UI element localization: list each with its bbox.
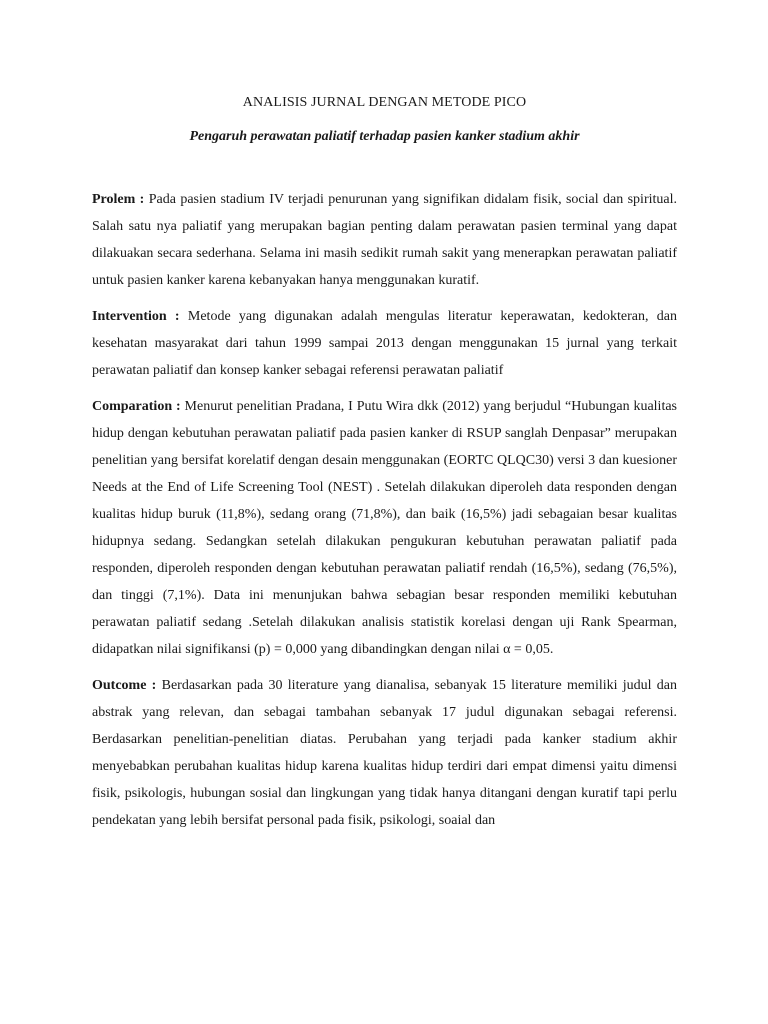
section-label-intervention: Intervention :: [92, 309, 180, 324]
section-text-comparation: Menurut penelitian Pradana, I Putu Wira dkk (2012) yang berjudul “Hubungan kualitas hidup dengan kebutuhan perawatan paliatif pada pasien kanker di RSUP sanglah Denpasar” merupakan penelitian yang bersifat korelatif dengan desain menggunakan (EORTC QLQC30) versi 3 dan kuesioner Needs at the End of Life Screening Tool (NEST) . Setelah dilakukan diperoleh data responden dengan kualitas hidup buruk (11,8%), sedang orang (71,8%), dan baik (16,5%) jadi sebagaian besar kualitas hidupnya sedang. Sedangkan setelah dilakukan pengukuran kebutuhan perawatan paliatif pada responden, diperoleh responden dengan kebutuhan perawatan paliatif rendah (16,5%), sedang (76,5%), dan tinggi (7,1%). Data ini menunjukan bahwa sebagian besar responden memiliki kebutuhan perawatan paliatif sedang .Setelah dilakukan analisis statistik korelasi dengan uji Rank Spearman, didapatkan nilai signifikansi (p) = 0,000 yang dibandingkan dengan nilai α = 0,05.: [92, 399, 677, 657]
section-label-comparation: Comparation :: [92, 399, 181, 414]
section-problem: [92, 186, 677, 294]
document-title: ANALISIS JURNAL DENGAN METODE PICO: [242, 95, 527, 110]
section-label-outcome: Outcome :: [92, 678, 157, 693]
section-intervention: [92, 303, 677, 384]
section-outcome: [92, 672, 677, 834]
section-label-problem: Prolem :: [92, 192, 145, 207]
section-text-problem: Pada pasien stadium IV terjadi penurunan yang signifikan didalam fisik, social dan spiritual. Salah satu nya paliatif yang merupakan bagian penting dalam perawatan pasien terminal yang dapat dilakuakan secara sederhana. Selama ini masih sedikit rumah sakit yang menerapkan perawatan paliatif untuk pasien kanker karena kebanyakan hanya menggunakan kuratif.: [92, 192, 677, 288]
section-comparation: [92, 393, 677, 663]
section-text-outcome: Berdasarkan pada 30 literature yang dianalisa, sebanyak 15 literature memiliki judul dan abstrak yang relevan, dan sebagai tambahan sebanyak 17 judul digunakan sebagai referensi. Berdasarkan penelitian-penelitian diatas. Perubahan yang terjadi pada kanker stadium akhir menyebabkan perubahan kualitas hidup karena kualitas hidup terdiri dari empat dimensi yaitu dimensi fisik, psikologis, hubungan sosial dan lingkungan yang tidak hanya ditangani dengan kuratif tapi perlu pendekatan yang lebih bersifat personal pada fisik, psikologi, soaial dan: [92, 678, 678, 828]
document-subtitle: Pengaruh perawatan paliatif terhadap pasien kanker stadium akhir: [189, 129, 580, 144]
document-page: [92, 88, 677, 834]
section-text-intervention: Metode yang digunakan adalah mengulas literatur keperawatan, kedokteran, dan kesehatan masyarakat dari tahun 1999 sampai 2013 dengan menggunakan 15 jurnal yang terkait perawatan paliatif dan konsep kanker sebagai referensi perawatan paliatif: [92, 309, 678, 378]
